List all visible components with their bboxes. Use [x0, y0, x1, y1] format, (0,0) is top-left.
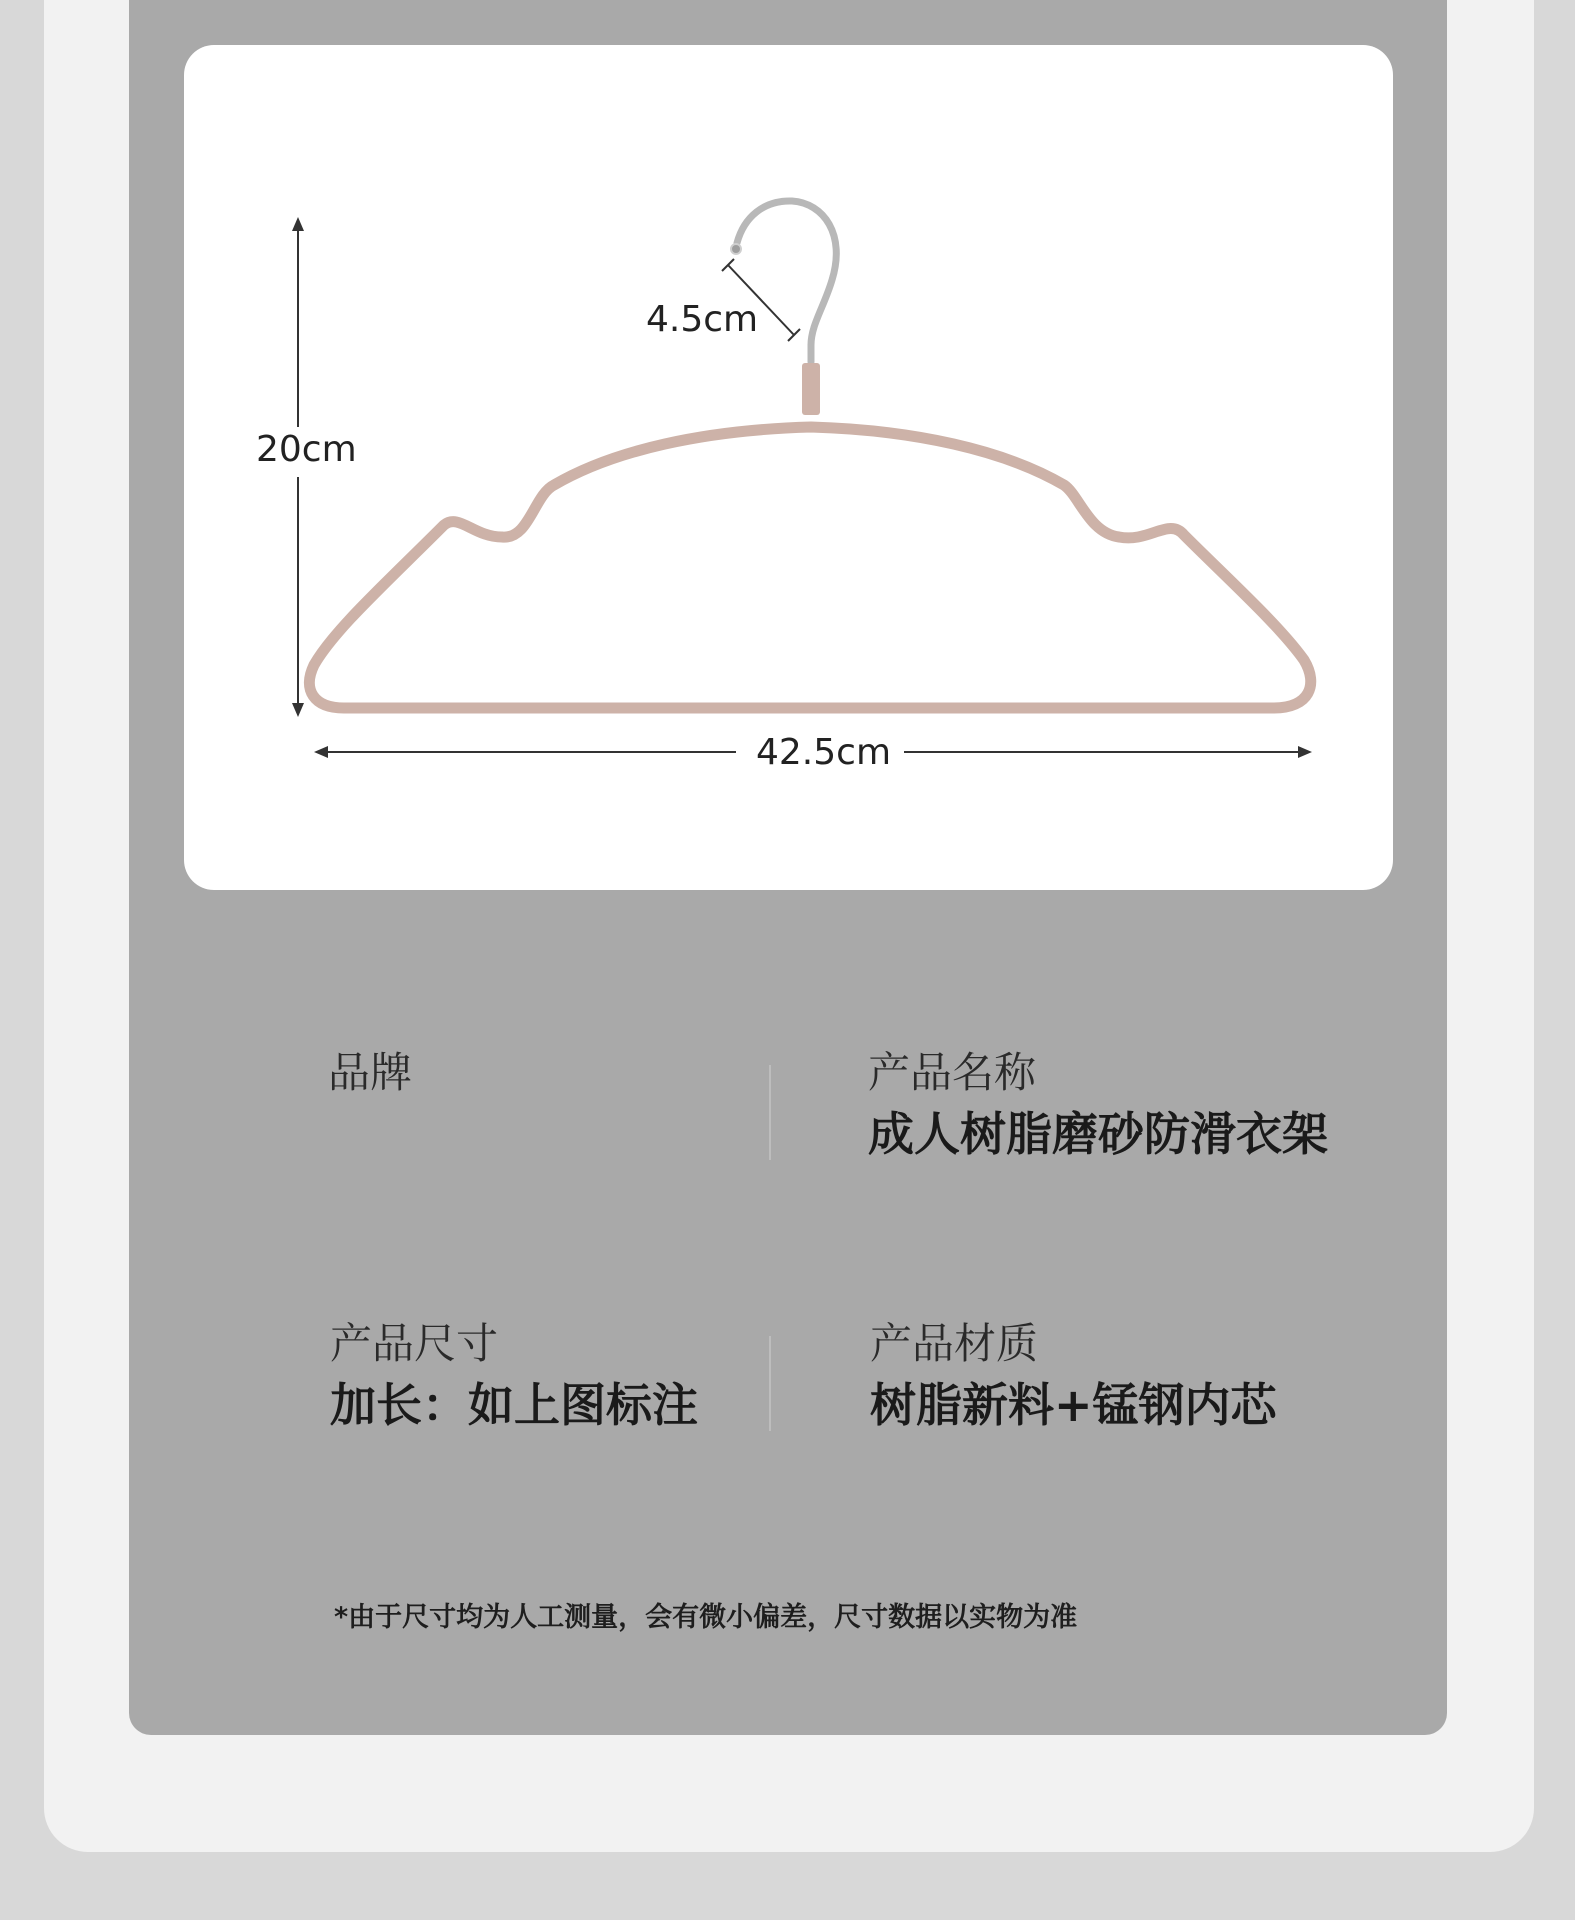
hanger-body	[309, 427, 1310, 708]
spec-divider-top	[769, 1065, 771, 1160]
height-dimension-label: 20cm	[256, 429, 357, 470]
height-arrow-bottom	[292, 703, 304, 717]
spec-product-material	[870, 1316, 1277, 1438]
spec-divider-bottom	[769, 1336, 771, 1431]
width-dimension-label: 42.5cm	[756, 732, 892, 773]
spec-product-name-label: 产品名称	[868, 1048, 1037, 1097]
hook-tip	[731, 244, 741, 254]
measurement-footnote: *由于尺寸均为人工测量，会有微小偏差，尺寸数据以实物为准	[334, 1602, 1078, 1633]
height-arrow-top	[292, 217, 304, 231]
spec-product-material-label: 产品材质	[870, 1319, 1039, 1368]
width-arrow-left	[314, 746, 328, 758]
spec-product-size	[330, 1316, 698, 1438]
product-image-card	[184, 45, 1393, 890]
spec-brand-label: 品牌	[328, 1048, 413, 1097]
spec-product-material-value: 树脂新料+锰钢内芯	[870, 1378, 1277, 1432]
spec-product-name	[868, 1045, 1328, 1167]
hook-dimension-label: 4.5cm	[646, 299, 759, 340]
width-arrow-right	[1298, 746, 1312, 758]
spec-brand	[328, 1045, 412, 1101]
hanger-diagram	[184, 45, 1393, 890]
hook-sleeve	[802, 363, 820, 415]
spec-product-size-value: 加长：如上图标注	[330, 1378, 698, 1432]
spec-product-name-value: 成人树脂磨砂防滑衣架	[868, 1107, 1328, 1161]
spec-product-size-label: 产品尺寸	[330, 1319, 499, 1368]
